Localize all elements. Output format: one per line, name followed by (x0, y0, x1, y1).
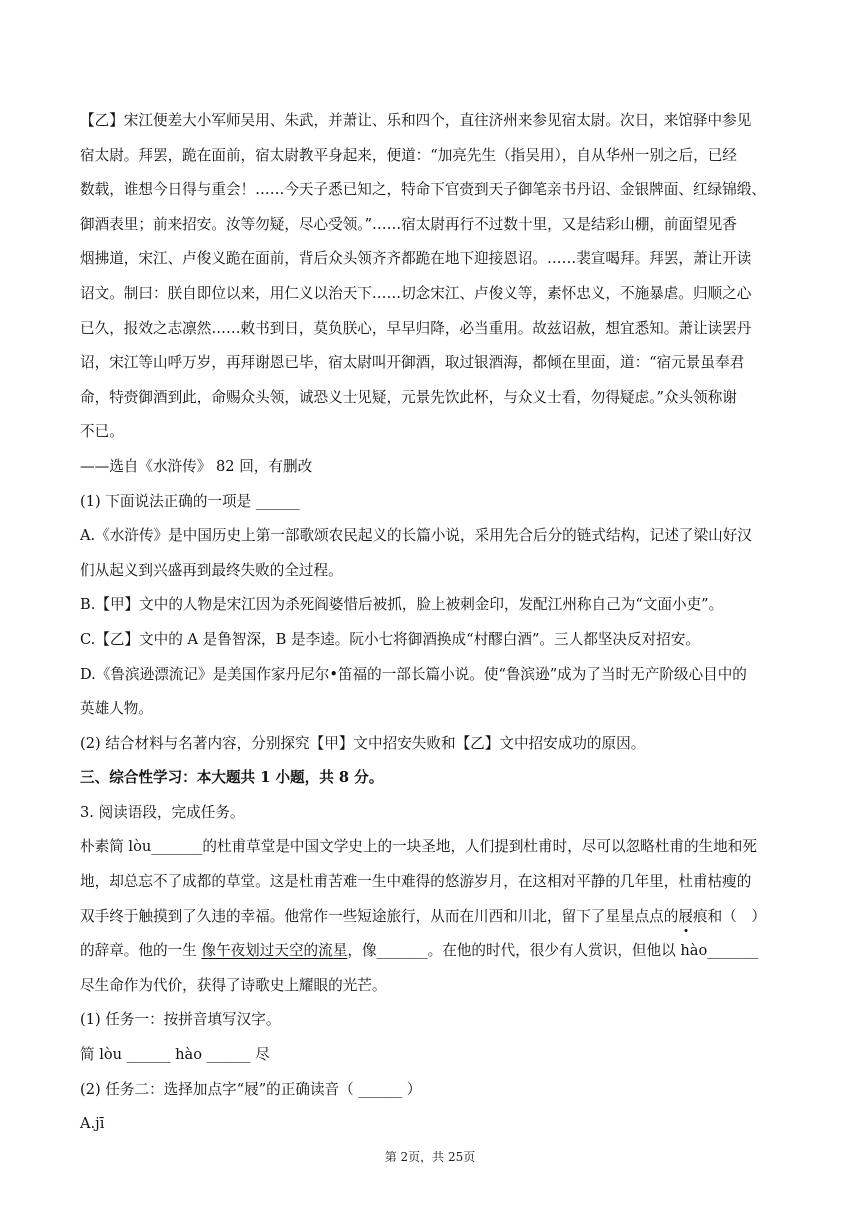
passage-line: 御酒表里；前来招安。汝等勿疑，尽心受领。”……宿太尉再行不过数十里，又是结彩山棚，前面望见香 (80, 215, 737, 233)
reading-paragraph (80, 830, 786, 1003)
passage-line: 宿太尉。拜罢，跪在面前，宿太尉教平身起来，便道：“加亮先生（指吴用），自从华州一别之后，已经 (80, 146, 737, 164)
task-1-blanks: 简 lòu ______ hào ______ 尽 (80, 1046, 270, 1064)
paragraph-text: 的辞章。他的一生 (80, 942, 202, 960)
paragraph-text: ，像_______。在他的时代，很少有人赏识，但他以 hào_______ (347, 942, 759, 960)
passage-line: 数载，谁想今日得与重会！……今天子悉已知之，特命下官赍到天子御笔亲书丹诏、金银牌面、红绿锦缎、 (80, 181, 766, 199)
option-d: D.《鲁滨逊漂流记》是美国作家丹尼尔•笛福的一部长篇小说。使“鲁滨逊”成为了当时无产阶级心目中的 (80, 665, 747, 683)
task-1: (1) 任务一：按拼音填写汉字。 (80, 1011, 281, 1029)
question-2: (2) 结合材料与名著内容，分别探究【甲】文中招安失败和【乙】文中招安成功的原因。 (80, 734, 646, 752)
question-stem: (1) 下面说法正确的一项是 ______ (80, 492, 300, 510)
passage-line: 【乙】宋江便差大小军师吴用、朱武，并萧让、乐和四个，直往济州来参见宿太尉。次日，来馆驿中参见 (80, 112, 752, 129)
option-b: B.【甲】文中的人物是宋江因为杀死阎婆惜后被抓，脸上被刺金印，发配江州称自己为“文面小吏”。 (80, 596, 724, 614)
page-content (80, 104, 786, 1142)
page-footer: 第 2页，共 25页 (384, 1150, 476, 1164)
paragraph-text: 双手终于触摸到了久违的幸福。他常作一些短途旅行，从而在川西和川北，留下了星星点点的 (80, 907, 679, 925)
paragraph-line: 朴素简 lòu_______的杜甫草堂是中国文学史上的一块圣地，人们提到杜甫时，尽可以忽略杜甫的生地和死 (80, 838, 757, 856)
task-2-option-a: A.jī (80, 1115, 105, 1133)
option-a-cont: 们从起义到兴盛再到最终失败的全过程。 (80, 561, 343, 579)
passage-b (80, 104, 786, 485)
passage-line: 诏文。制曰：朕自即位以来，用仁义以治天下……切念宋江、卢俊义等，素怀忠义，不施暴虐。归顺之心 (80, 284, 752, 302)
passage-line: 不已。 (80, 423, 124, 441)
passage-line: 命，特赍御酒到此，命赐众头领，诚恐义士见疑，元景先饮此杯，与众义士看，勿得疑虑。”众头领称谢 (80, 388, 737, 406)
section-heading: 三、综合性学习：本大题共 1 小题，共 8 分。 (80, 769, 384, 787)
underlined-phrase: 像午夜划过天空的流星 (201, 942, 348, 960)
option-c: C.【乙】文中的 A 是鲁智深，B 是李逵。阮小七将御酒换成“村醪白酒”。三人都坚决反对招安。 (80, 630, 700, 648)
passage-source: ——选自《水浒传》 82 回，有删改 (80, 457, 313, 475)
passage-line: 烟拂道，宋江、卢俊义跪在面前，背后众头领齐齐都跪在地下迎接恩诏。……裴宣喝拜。拜罢，萧让开读 (80, 250, 752, 268)
paragraph-line (80, 900, 786, 935)
question-3: 3. 阅读语段，完成任务。 (80, 803, 245, 821)
question-1 (80, 485, 786, 727)
paragraph-line: 尽生命作为代价，获得了诗歌史上耀眼的光芒。 (80, 976, 387, 994)
dotted-character: 屐 (678, 900, 693, 935)
paragraph-line (80, 934, 786, 969)
option-d-cont: 英雄人物。 (80, 700, 153, 718)
paragraph-text: 痕和（ ） (692, 907, 766, 925)
paragraph-line: 地，却总忘不了成都的草堂。这是杜甫苦难一生中难得的悠游岁月，在这相对平静的几年里，杜甫枯瘦的 (80, 873, 752, 891)
option-a: A.《水浒传》是中国历史上第一部歌颂农民起义的长篇小说，采用先合后分的链式结构，记述了梁山好汉 (80, 527, 752, 545)
passage-line: 已久，报效之志凛然……敕书到日，莫负朕心，早早归降，必当重用。故兹诏赦，想宜悉知。萧让读罢丹 (80, 319, 752, 337)
task-2: (2) 任务二：选择加点字“屐”的正确读音（ ______ ） (80, 1080, 422, 1098)
passage-line: 诏，宋江等山呼万岁，再拜谢恩已毕，宿太尉叫开御酒，取过银酒海，都倾在里面，道：“宿元景虽奉君 (80, 354, 745, 372)
